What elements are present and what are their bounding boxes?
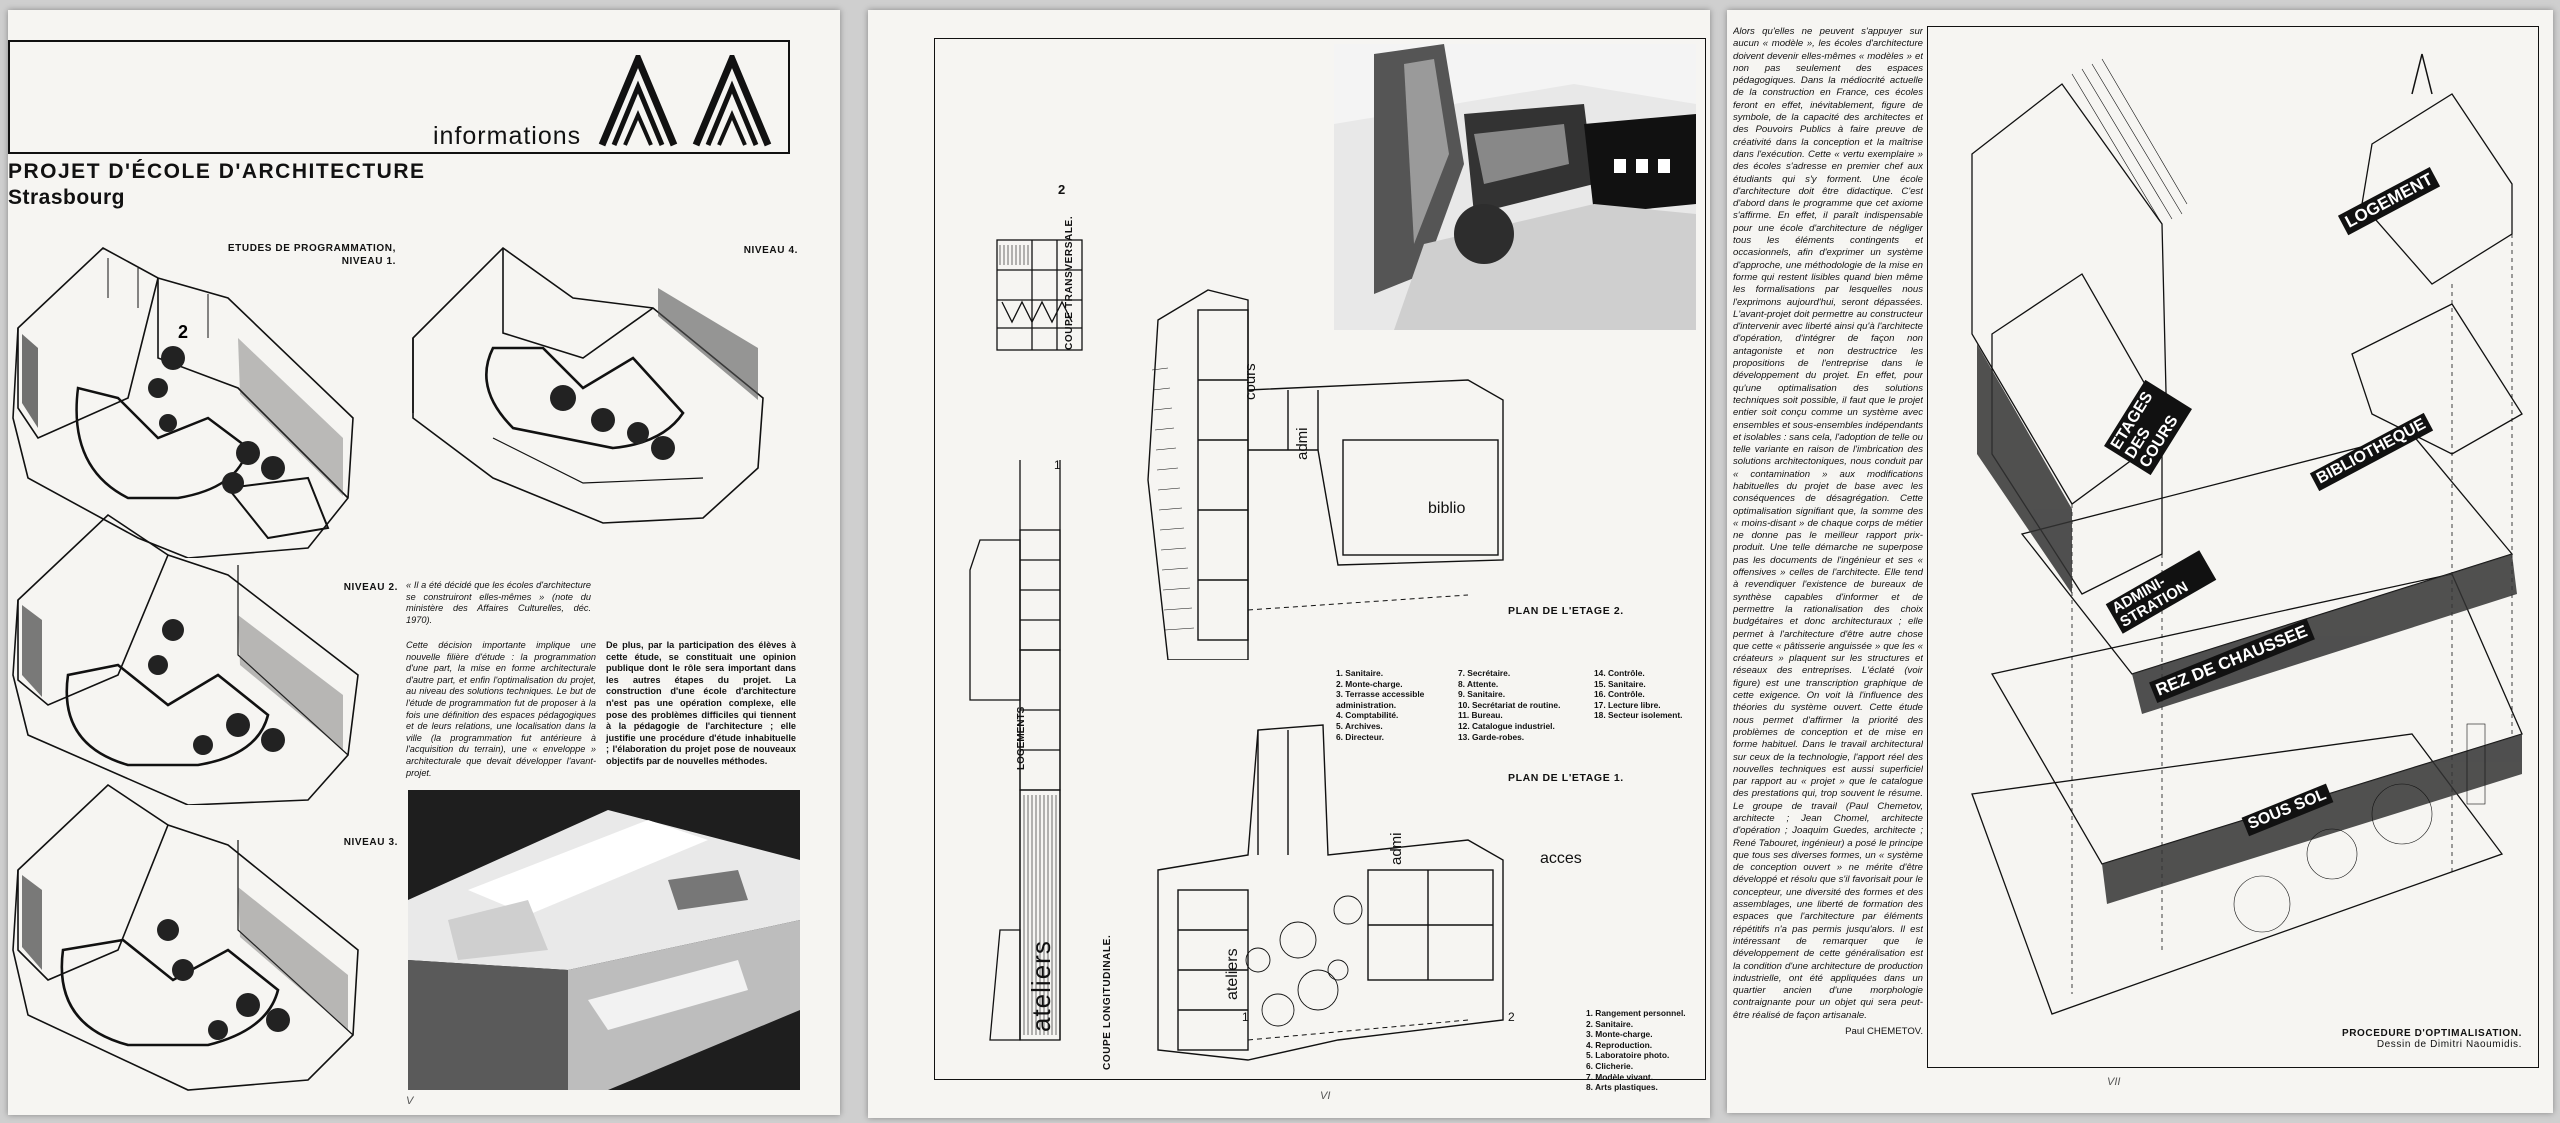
- section-marker-1: 1: [1054, 458, 1061, 472]
- figure-caption: [2317, 1028, 2522, 1050]
- plan1-label: PLAN DE L'ETAGE 1.: [1508, 772, 1624, 784]
- plan1-marker-2: 2: [1508, 1010, 1515, 1024]
- legend-item: 8. Arts plastiques.: [1586, 1082, 1658, 1093]
- legend-item: 17. Lecture libre.: [1594, 699, 1661, 710]
- legend-item: 7. Secrétaire.: [1458, 668, 1511, 678]
- legend-item: 11. Bureau.: [1458, 710, 1503, 721]
- essay-text: [1733, 26, 1923, 1088]
- legend-item: 10. Secrétariat de routine.: [1458, 699, 1561, 710]
- rez-de-chaussee-label: REZ DE CHAUSSEE: [2149, 619, 2314, 703]
- biblio-label: biblio: [1428, 500, 1466, 517]
- text-column-2: De plus, par la participation des élèves à cette étude, se constituait une opinion publique dont le rôle sera important dans les autres étapes du projet. La construction d'une école d'architecture n'est pas une opération complexe, elle pose des problèmes difficiles qui tiennent à la pédagogie de l'architecture ; elle justifie une procédure d'étude inhabituelle ; l'élaboration du projet pose de nouveaux objectifs par de nouvelles méthodes.: [606, 640, 796, 766]
- numeral-2: 2: [178, 322, 189, 342]
- legend-item: 8. Attente.: [1458, 678, 1499, 689]
- transverse-section-drawing: [992, 210, 1102, 370]
- page-number-vii: VII: [2107, 1076, 2121, 1088]
- caption-title: PROCEDURE D'OPTIMALISATION.: [2341, 1028, 2522, 1039]
- text-column-1: Cette décision importante implique une nouvelle filière d'étude : la programmation d'une part, la mise en forme architecturale d'autre part, et enfin l'optimalisation du projet, au niveau des solutions techniques. Le but de l'étude de programmation fut de proposer à la fois une définition des espaces pédagogiques et de leurs relations, une localisation dans la ville (la programmation fut antérieure à l'acquisition du terrain), une « enveloppe » architecturale que devait développer l'avant-projet.: [406, 640, 596, 778]
- page-vi: [868, 10, 1710, 1118]
- plan-level-2-drawing: [1138, 280, 1508, 660]
- ateliers-section-label: ateliers: [1026, 940, 1056, 1032]
- section-marker-2: 2: [1058, 182, 1066, 197]
- legend-item: 7. Modèle vivant.: [1586, 1071, 1654, 1082]
- sous-sol-label: SOUS SOL: [2242, 784, 2334, 837]
- quote-text: « Il a été décidé que les écoles d'architecture se construiront elles-mêmes » (note du ministère des Affaires Culturelles, déc. 1970).: [406, 580, 591, 625]
- signature: Paul CHEMETOV.: [1845, 1026, 1923, 1038]
- ateliers-plan-label: ateliers: [1224, 948, 1241, 1000]
- coupe-transversale-label: COUPE TRANSVERSALE.: [1064, 215, 1075, 350]
- etages-label: ETAGES DES COURS: [2104, 380, 2192, 475]
- level1-line: NIVEAU 1.: [341, 256, 396, 267]
- legend-item: 16. Contrôle.: [1594, 689, 1645, 700]
- level4-label: NIVEAU 4.: [743, 245, 798, 256]
- coupe-longitudinale-label: COUPE LONGITUDINALE.: [1102, 934, 1113, 1070]
- legend-item: 5. Archives.: [1336, 720, 1383, 731]
- model-photo: [408, 790, 800, 1090]
- level2-label: NIVEAU 2.: [343, 582, 398, 593]
- exploded-axonometric-drawing: [1932, 34, 2532, 1034]
- acces-label: acces: [1540, 850, 1582, 867]
- aa-logo: [598, 55, 778, 147]
- plan2-label: PLAN DE L'ETAGE 2.: [1508, 605, 1624, 617]
- page-number-vi: VI: [1320, 1090, 1331, 1102]
- logement-label: LOGEMENT: [2338, 167, 2440, 235]
- title-line2: Strasbourg: [8, 186, 126, 209]
- legend-item: 1. Rangement personnel.: [1586, 1008, 1686, 1018]
- page-v: [8, 10, 840, 1115]
- axonometric-level4: [403, 238, 773, 528]
- legend-item: 6. Directeur.: [1336, 731, 1384, 742]
- axonometric-level2: [8, 505, 368, 805]
- legend-item: 18. Secteur isolement.: [1594, 710, 1683, 721]
- legend-item: 3. Monte-charge.: [1586, 1029, 1653, 1040]
- legend-item: 13. Garde-robes.: [1458, 731, 1525, 742]
- page-vii: [1727, 10, 2553, 1113]
- legend-level1: [1586, 1008, 1686, 1093]
- legend-item: 4. Reproduction.: [1586, 1039, 1653, 1050]
- legend-item: 1. Sanitaire.: [1336, 668, 1384, 678]
- header-informations: informations: [433, 122, 582, 150]
- title-line1: PROJET D'ÉCOLE D'ARCHITECTURE: [8, 160, 426, 183]
- legend-item: 3. Terrasse accessible administration.: [1336, 689, 1425, 710]
- administration-label: ADMINI-STRATION: [2106, 550, 2217, 633]
- legend-item: 2. Monte-charge.: [1336, 678, 1403, 689]
- axonometric-level3: [8, 775, 368, 1095]
- level3-label: NIVEAU 3.: [343, 837, 398, 848]
- legend-item: 14. Contrôle.: [1594, 668, 1645, 678]
- legend-item: 4. Comptabilité.: [1336, 710, 1399, 721]
- logements-label: LOGEMENTS: [1016, 706, 1027, 770]
- legend-item: 6. Clicherie.: [1586, 1060, 1634, 1071]
- plan-level-1-drawing: [1138, 720, 1508, 1070]
- bibliotheque-label: BIBLIOTHEQUE: [2310, 413, 2433, 491]
- legend-level2-col3: [1594, 668, 1682, 721]
- admi-label-level2: admi: [1294, 427, 1311, 460]
- legend-item: 9. Sanitaire.: [1458, 689, 1506, 700]
- legend-item: 15. Sanitaire.: [1594, 678, 1646, 689]
- legend-item: 12. Catalogue industriel.: [1458, 720, 1555, 731]
- essay-body: Alors qu'elles ne peuvent s'appuyer sur aucun « modèle », les écoles d'architecture doivent devenir elles-mêmes « modèles » et non pas seulement des espaces pédagogiques. Dans la médiocrité actuelle de la construction en France, ces écoles feront en effet, inévitablement, figure de symbole, de la capacité des architectes et des Pouvoirs Publics à faire preuve de créativité dans la conception et la maîtrise dans l'exécution. Cette « vertu exemplaire » des écoles s'adresse en premier chef aux étudiants qui s'y forment. Une école d'architecture doit être didactique. C'est d'abord dans le programme que cet axiome s'affirme. En effet, il paraît indispensable pour une école d'architecture de négliger tous les éléments contingents et occasionnels, afin d'exprimer un système d'approche, une méthodologie de la mise en forme qui restent lisibles quand bien même les formalisations par lesquelles nous l'exprimons aujourd'hui, seront dépassées. L'avant-projet doit permettre au constructeur d'intervenir avec liberté ainsi qu'à l'architecte d'opération, d'intégrer de façon non antagoniste et non destructrice les propositions de l'entreprise dans le développement du projet. En effet, pour qu'une optimalisation des solutions techniques soit possible, il faut que le projet entier soit conçu comme un système avec ensembles et sous-ensembles indépendants et isolables : sans cela, l'adoption de telle ou telle variante en raison de l'imbrication des solutions architectoniques, nous conduit par « contamination » aux modifications habituelles du projet de base avec les conséquences de désagrégation. Cette optimalisation signifiant que, la somme des « moins-disant » de chaque corps de métier ne donne pas le meilleur rapport prix-produit. Une telle démarche ne superpose pas les documents de l'ingénieur et ses « offensives » celles de l'architecte. Elle tend à revendiquer l'existence de bureaux de synthèse capables d'informer et de permettre la rationalisation des choix budgétaires et donc architecturaux ; elle permet à l'architecture d'être autre chose que cette « pâtisserie anguissée » que les « créateurs » plaquent sur les structures et réseaux des entreprises. L'éclaté (voir figure) est une transcription graphique de cette exigence. On voit là l'influence des théories du système ouvert. Cette étude nous permet d'affirmer la priorité des problèmes de conception et de mise en forme habituel. Dans le travail architectural sur ceux de la technologie, l'apport réel des nouvelles techniques est aussi superficiel par rapport au « projet » que le catalogue des prestations qui, trop souvent le résume. Le groupe de travail (Paul Chemetov, architecte ; Jean Chomel, architecte d'opération ; Joaquim Guedes, architecte ; René Tabouret, ingénieur) a posé le principe que tous ses diverses formes, un « système de conception ouvert » ne mérite d'être développé et résolu que s'il favorisait pour le concepteur, une diversité des formes et des assemblages, une liberté de formation des espaces que l'architecture par éléments répétitifs n'a pas permis jusqu'alors. Il est intéressant de remarquer que le développement de cette généralisation est la condition d'une architecture de production industrielle, ont été appliquées dans un quartier ancien d'une morphologie contraignante pour un objet qui sera peut-être réalisé de façon artisanale.: [1733, 26, 1923, 1021]
- admi-label-level1: admi: [1388, 832, 1405, 865]
- cours-label: cours: [1242, 363, 1259, 400]
- studies-line: ETUDES DE PROGRAMMATION,: [227, 243, 396, 254]
- page-number-v: V: [406, 1095, 414, 1107]
- legend-item: 5. Laboratoire photo.: [1586, 1050, 1670, 1061]
- legend-item: 2. Sanitaire.: [1586, 1018, 1634, 1029]
- plan1-marker-1: 1: [1242, 1010, 1249, 1024]
- caption-credit: Dessin de Dimitri Naoumidis.: [2376, 1039, 2522, 1050]
